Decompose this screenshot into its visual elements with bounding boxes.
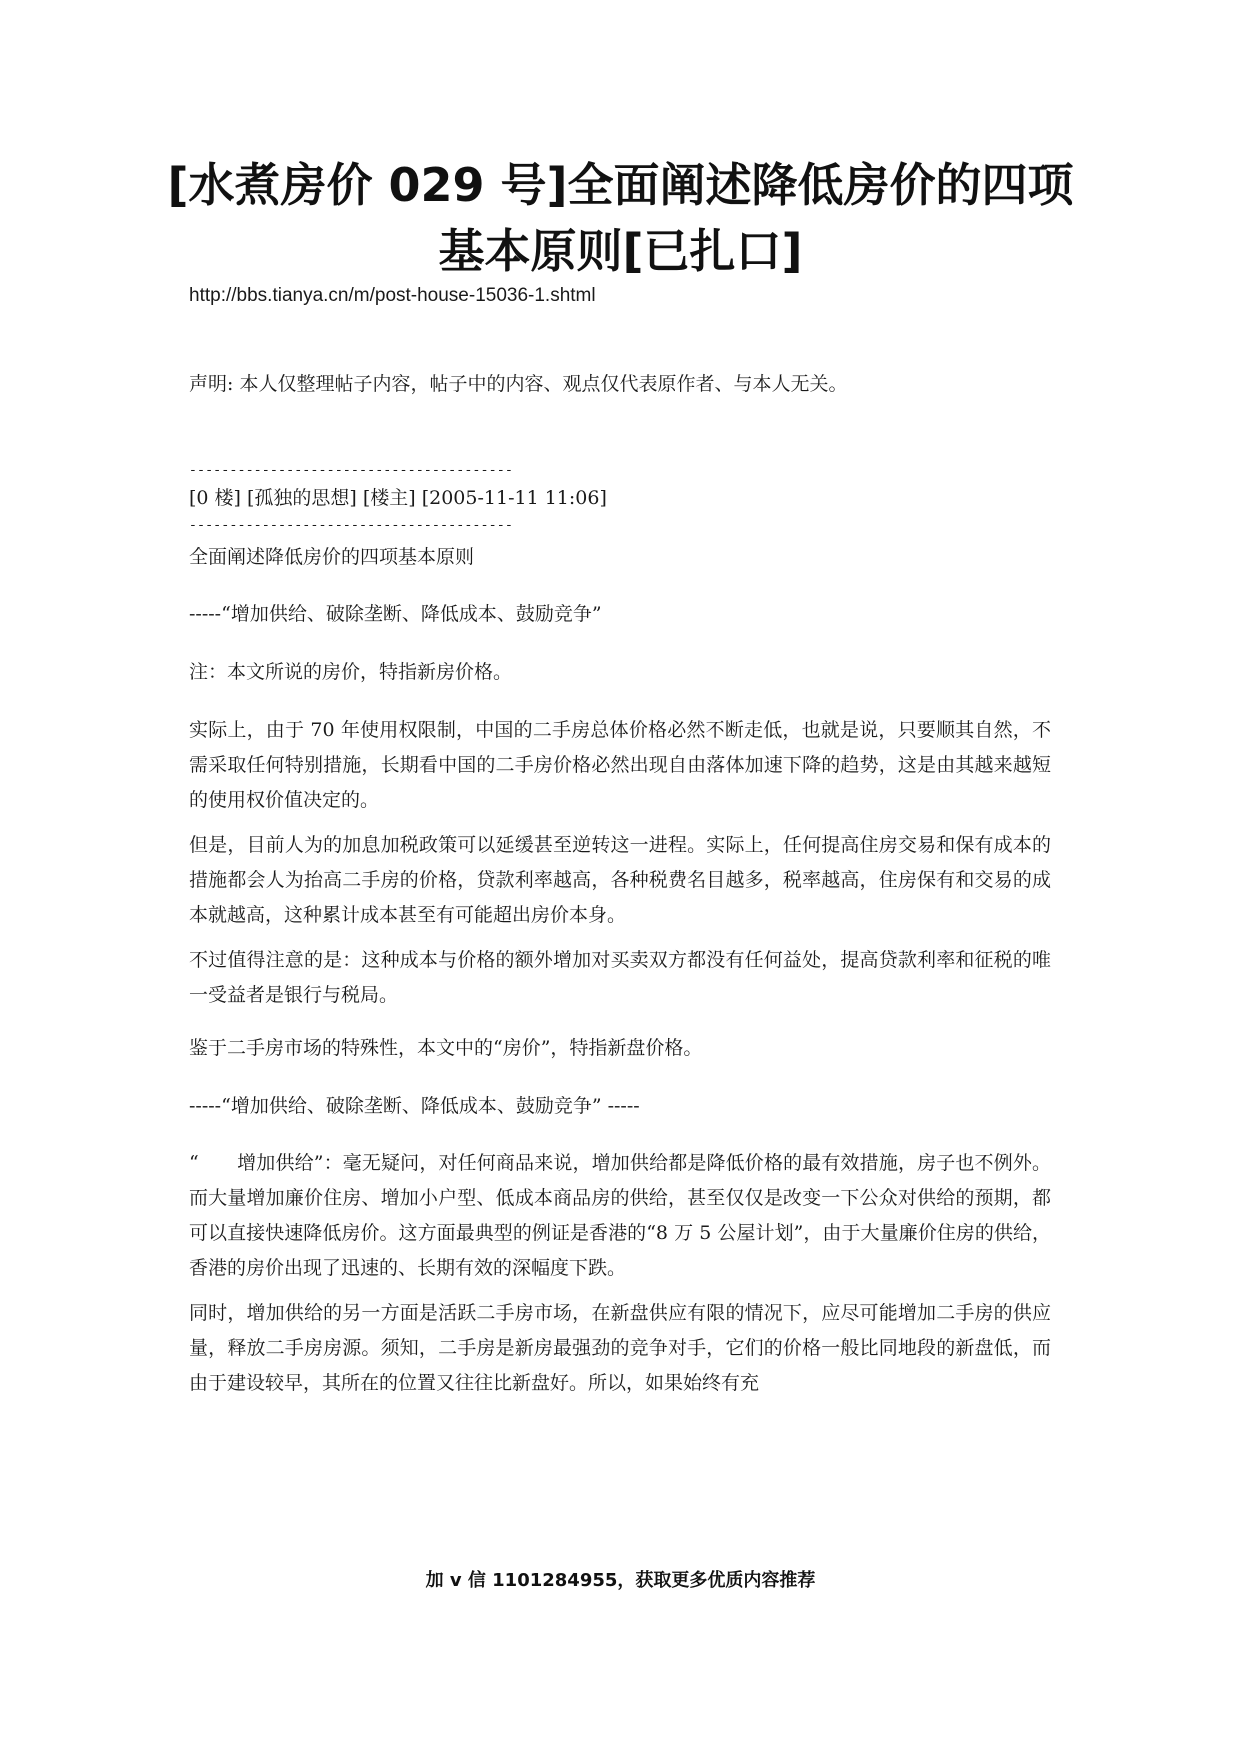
note-text: 注：本文所说的房价，特指新房价格。 <box>189 661 513 683</box>
paragraph-supply: “ 增加供给”：毫无疑问，对任何商品来说，增加供给都是降低价格的最有效措施，房子也不例外。而大量增加廉价住房、增加小户型、低成本商品房的供给，甚至仅仅是改变一下公众对供给的预期，都可以直接快速降低房价。这方面最典型的例证是香港的“8 万 5 公屋计划”，由于大量廉价住房的供给，香港的房价出现了迅速的、长期有效的深幅度下跌。 <box>189 1152 1051 1279</box>
paragraph-3: 不过值得注意的是：这种成本与价格的额外增加对买卖双方都没有任何益处，提高贷款利率和征税的唯一受益者是银行与税局。 <box>189 949 1051 1006</box>
paragraph-1: 实际上，由于 70 年使用权限制，中国的二手房总体价格必然不断走低，也就是说，只要顺其自然，不需采取任何特别措施，长期看中国的二手房价格必然出现自由落体加速下降的趋势，这是由其越来越短的使用权价值决定的。 <box>189 719 1051 811</box>
document-title: [水煮房价 029 号]全面阐述降低房价的四项基本原则[已扎口] <box>167 158 1074 278</box>
footer-promo: 加 v 信 1101284955，获取更多优质内容推荐 <box>425 1570 816 1591</box>
separator-top: ---------------------------------------- <box>189 463 514 478</box>
source-url: http://bbs.tianya.cn/m/post-house-15036-1.shtml <box>189 285 596 306</box>
paragraph-2: 但是，目前人为的加息加税政策可以延缓甚至逆转这一进程。实际上，任何提高住房交易和保有成本的措施都会人为抬高二手房的价格，贷款利率越高，各种税费名目越多，税率越高，住房保有和交易的成本就越高，这种累计成本甚至有可能超出房价本身。 <box>189 834 1051 926</box>
article-subtitle: -----“增加供给、破除垄断、降低成本、鼓励竞争” <box>189 603 602 625</box>
post-meta: [0 楼] [孤独的思想] [楼主] [2005-11-11 11:06] <box>189 487 607 509</box>
paragraph-4: 鉴于二手房市场的特殊性，本文中的“房价”，特指新盘价格。 <box>189 1037 703 1059</box>
article-heading: 全面阐述降低房价的四项基本原则 <box>189 546 475 568</box>
section-heading: -----“增加供给、破除垄断、降低成本、鼓励竞争” ----- <box>189 1095 640 1117</box>
disclaimer-text: 声明: 本人仅整理帖子内容，帖子中的内容、观点仅代表原作者、与本人无关。 <box>189 373 848 395</box>
separator-bottom: ---------------------------------------- <box>189 518 514 533</box>
paragraph-second-hand: 同时，增加供给的另一方面是活跃二手房市场，在新盘供应有限的情况下，应尽可能增加二手房的供应量，释放二手房房源。须知，二手房是新房最强劲的竞争对手，它们的价格一般比同地段的新盘低，而由于建设较早，其所在的位置又往往比新盘好。所以，如果始终有充 <box>189 1302 1051 1394</box>
